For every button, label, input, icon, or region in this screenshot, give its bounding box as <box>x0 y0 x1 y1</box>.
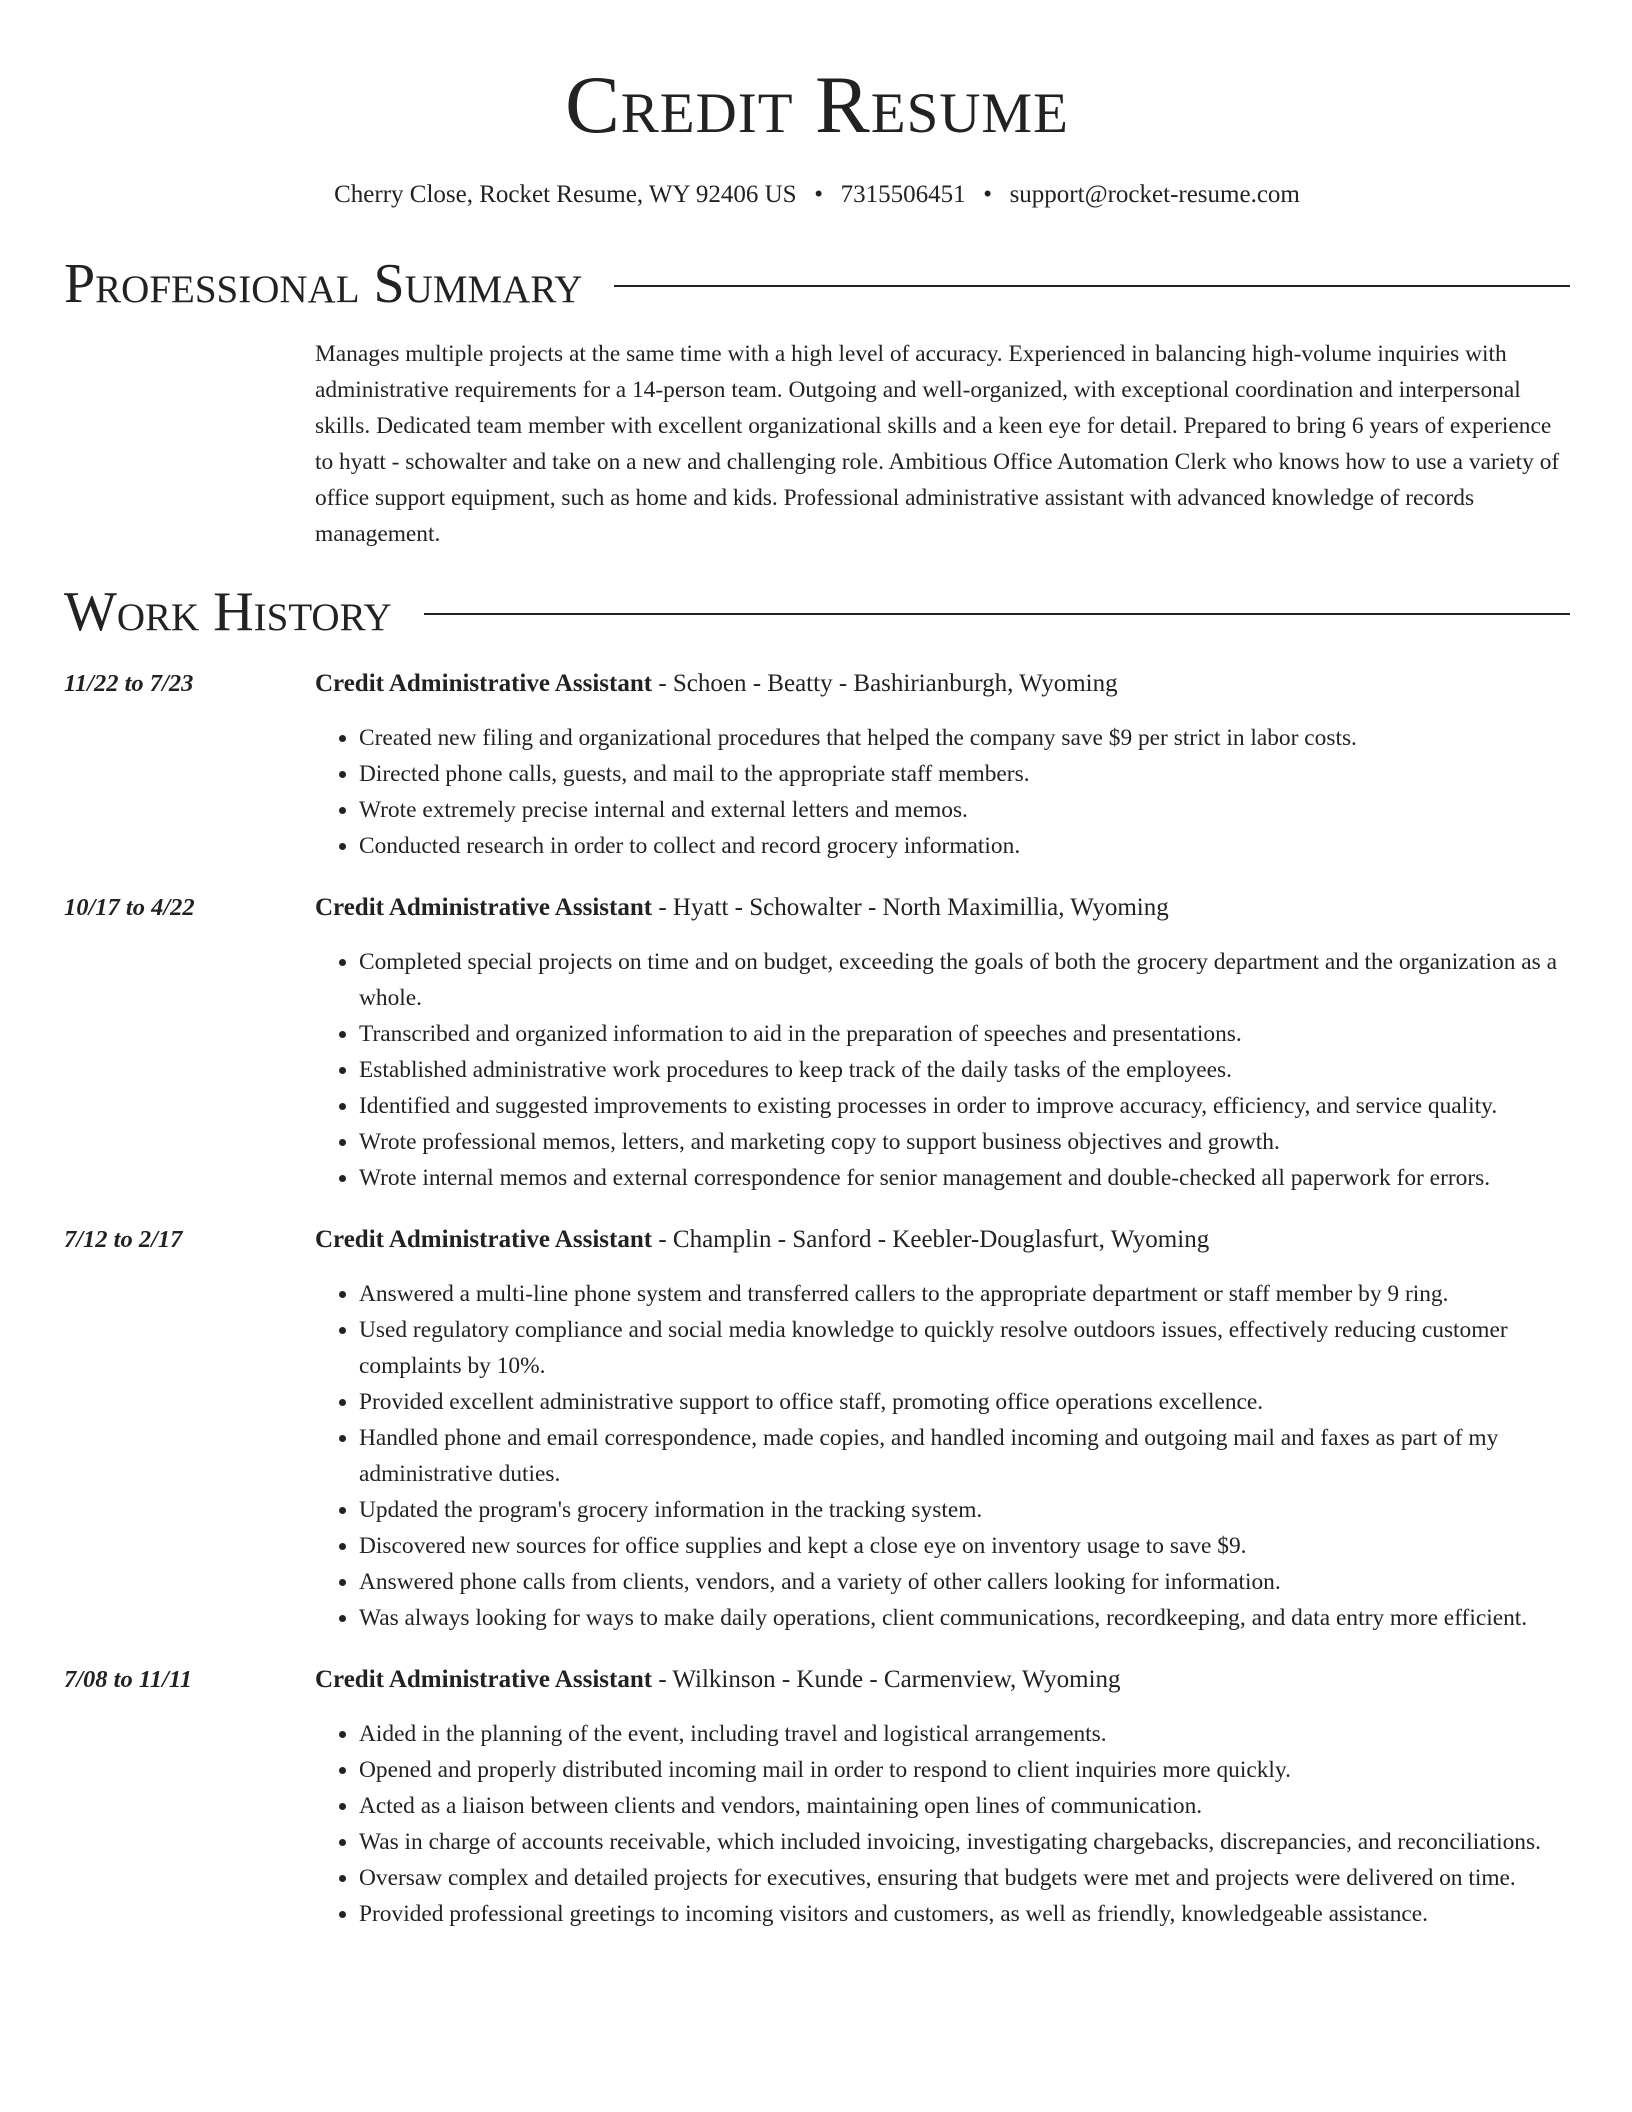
work-history-title: Work History <box>64 581 392 643</box>
job-entry <box>64 1222 1570 1636</box>
job-dates: 11/22 to 7/23 <box>64 670 194 697</box>
job-dates: 7/08 to 11/11 <box>64 1666 192 1693</box>
job-bullet: • Provided professional greetings to incoming visitors and customers, as well as friendly, knowledgeable assistance. <box>359 1896 1570 1932</box>
job-bullet: • Wrote internal memos and external correspondence for senior management and double-checked all paperwork for errors. <box>359 1160 1570 1196</box>
job-bullet: • Was always looking for ways to make daily operations, client communications, recordkeeping, and data entry more efficient. <box>359 1600 1570 1636</box>
job-body <box>315 1222 1570 1636</box>
job-role: Credit Administrative Assistant <box>315 1226 653 1253</box>
section-divider <box>424 613 1570 615</box>
job-dates: 7/12 to 2/17 <box>64 1226 183 1253</box>
job-body <box>315 1662 1570 1932</box>
job-entry <box>64 666 1570 864</box>
job-bullet: • Discovered new sources for office supplies and kept a close eye on inventory usage to save $9. <box>359 1528 1570 1564</box>
job-title-line <box>315 1662 1570 1698</box>
job-bullet: • Completed special projects on time and on budget, exceeding the goals of both the grocery department and the organization as a whole. <box>359 944 1570 1016</box>
resume-name: Credit Resume <box>565 59 1069 150</box>
job-bullet: • Wrote professional memos, letters, and marketing copy to support business objectives and growth. <box>359 1124 1570 1160</box>
job-bullet: • Oversaw complex and detailed projects for executives, ensuring that budgets were met and projects were delivered on time. <box>359 1860 1570 1896</box>
summary-title: Professional Summary <box>64 253 583 315</box>
job-bullet: • Identified and suggested improvements to existing processes in order to improve accuracy, efficiency, and service quality. <box>359 1088 1570 1124</box>
job-title-line <box>315 666 1570 702</box>
summary-section-header <box>64 252 1570 316</box>
job-body <box>315 890 1570 1196</box>
contact-line <box>64 178 1570 212</box>
job-bullet: • Created new filing and organizational procedures that helped the company save $9 per strict in labor costs. <box>359 720 1570 756</box>
contact-address: Cherry Close, Rocket Resume, WY 92406 US <box>334 181 797 208</box>
job-entry <box>64 1662 1570 1932</box>
job-bullet: • Established administrative work procedures to keep track of the daily tasks of the employees. <box>359 1052 1570 1088</box>
job-bullet-list <box>315 944 1570 1196</box>
contact-separator: • <box>814 181 823 208</box>
summary-text: Manages multiple projects at the same time with a high level of accuracy. Experienced in balancing high-volume inquiries with administrative requirements for a 14-person team. Outgoing and well-organized, with exceptional coordination and interpersonal skills. Dedicated team member with excellent organizational skills and a keen eye for detail. Prepared to bring 6 years of experience to hyatt - schowalter and take on a new and challenging role. Ambitious Office Automation Clerk who knows how to use a variety of office support equipment, such as home and kids. Professional administrative assistant with advanced knowledge of records management. <box>315 341 1560 547</box>
job-body <box>315 666 1570 864</box>
job-bullet-list <box>315 1276 1570 1636</box>
job-bullet: • Wrote extremely precise internal and external letters and memos. <box>359 792 1570 828</box>
job-bullet: • Updated the program's grocery information in the tracking system. <box>359 1492 1570 1528</box>
job-bullet: • Aided in the planning of the event, including travel and logistical arrangements. <box>359 1716 1570 1752</box>
job-title-line <box>315 890 1570 926</box>
job-bullet: • Was in charge of accounts receivable, which included invoicing, investigating chargebacks, discrepancies, and reconciliations. <box>359 1824 1570 1860</box>
section-divider <box>614 285 1570 287</box>
job-bullet: • Answered a multi-line phone system and transferred callers to the appropriate department or staff member by 9 ring. <box>359 1276 1570 1312</box>
job-employer-location: - Wilkinson - Kunde - Carmenview, Wyoming <box>652 1666 1121 1693</box>
job-bullet: • Opened and properly distributed incoming mail in order to respond to client inquiries more quickly. <box>359 1752 1570 1788</box>
job-bullet-list <box>315 720 1570 864</box>
contact-phone: 7315506451 <box>840 181 966 208</box>
job-bullet: • Acted as a liaison between clients and vendors, maintaining open lines of communication. <box>359 1788 1570 1824</box>
job-dates: 10/17 to 4/22 <box>64 894 195 921</box>
resume-page <box>64 0 1570 1932</box>
job-bullet: • Transcribed and organized information to aid in the preparation of speeches and presentations. <box>359 1016 1570 1052</box>
job-employer-location: - Schoen - Beatty - Bashirianburgh, Wyoming <box>652 670 1118 697</box>
contact-email: support@rocket-resume.com <box>1009 181 1300 208</box>
job-role: Credit Administrative Assistant <box>315 894 653 921</box>
job-role: Credit Administrative Assistant <box>315 670 653 697</box>
job-bullet: • Used regulatory compliance and social media knowledge to quickly resolve outdoors issues, effectively reducing customer complaints by 10%. <box>359 1312 1570 1384</box>
job-bullet: • Handled phone and email correspondence, made copies, and handled incoming and outgoing mail and faxes as part of my administrative duties. <box>359 1420 1570 1492</box>
contact-separator: • <box>983 181 992 208</box>
job-bullet-list <box>315 1716 1570 1932</box>
job-bullet: • Directed phone calls, guests, and mail to the appropriate staff members. <box>359 756 1570 792</box>
job-title-line <box>315 1222 1570 1258</box>
job-employer-location: - Hyatt - Schowalter - North Maximillia, Wyoming <box>652 894 1169 921</box>
job-role: Credit Administrative Assistant <box>315 1666 653 1693</box>
job-bullet: • Provided excellent administrative support to office staff, promoting office operations excellence. <box>359 1384 1570 1420</box>
job-entry <box>64 890 1570 1196</box>
work-history-list <box>64 666 1570 1932</box>
job-bullet: • Conducted research in order to collect and record grocery information. <box>359 828 1570 864</box>
job-bullet: • Answered phone calls from clients, vendors, and a variety of other callers looking for information. <box>359 1564 1570 1600</box>
work-history-section-header <box>64 580 1570 644</box>
job-employer-location: - Champlin - Sanford - Keebler-Douglasfurt, Wyoming <box>652 1226 1210 1253</box>
